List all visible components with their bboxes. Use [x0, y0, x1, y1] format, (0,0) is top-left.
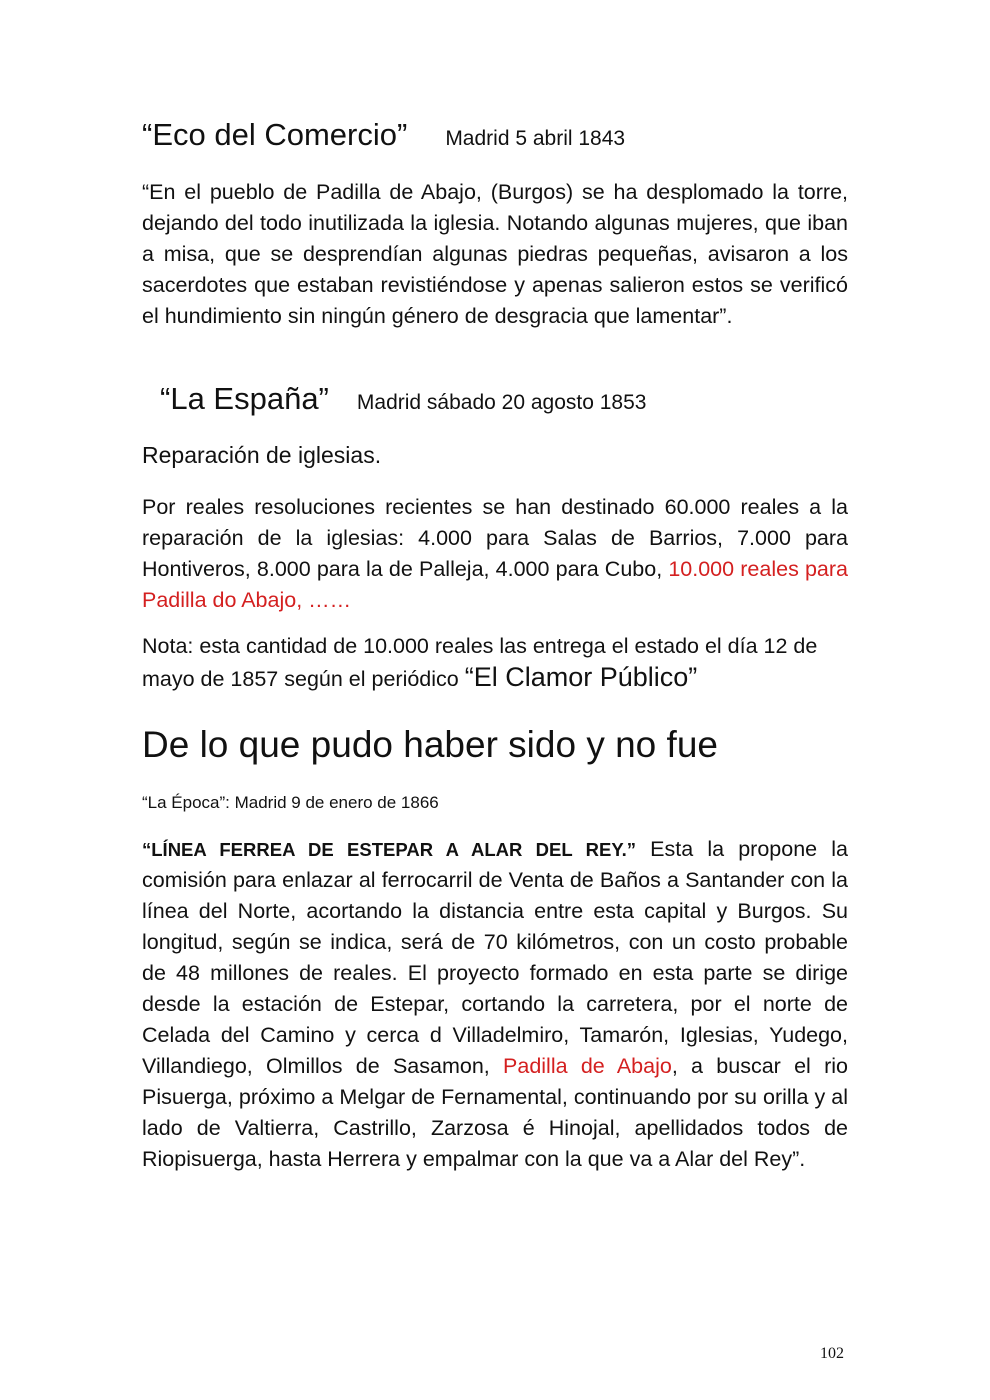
section2-heading [160, 381, 646, 417]
note-paragraph [142, 631, 848, 695]
article-date: Madrid sábado 20 agosto 1853 [356, 391, 647, 414]
section1-heading [142, 117, 625, 153]
section1-paragraph: “En el pueblo de Padilla de Abajo, (Burgos) se ha desplomado la torre, dejando del todo inutilizada la iglesia. Notando algunas mujeres, que iban a misa, que se desprendían algunas piedras pequeñas, avisaron a los sacerdotes que estaban revistiéndose y apenas salieron estos se verificó el hundimiento sin ningún género de desgracia que lamentar”. [142, 180, 848, 328]
article-date: Madrid 5 abril 1843 [445, 127, 626, 150]
paragraph-text: Por reales resoluciones recientes se han destinado 60.000 reales a la reparación de la iglesias: 4.000 para Salas de Barrios, 7.000 para Hontiveros, 8.000 para la de Palleja, 4.000 para Cubo, [142, 495, 848, 581]
page-number: 102 [820, 1345, 844, 1362]
section-title: De lo que pudo haber sido y no fue [142, 724, 718, 765]
note-newspaper: “El Clamor Público” [464, 662, 698, 692]
article-headline: “LÍNEA FERREA DE ESTEPAR A ALAR DEL REY.” [142, 839, 637, 860]
newspaper-name: “La España” [160, 381, 329, 416]
highlighted-text: 10.000 reales para Padilla do Abajo, …… [142, 557, 848, 612]
section2-paragraph [142, 492, 848, 616]
section2-subheading: Reparación de iglesias. [142, 442, 382, 468]
newspaper-name: “Eco del Comercio” [142, 117, 408, 152]
note-text: Nota: esta cantidad de 10.000 reales las entrega el estado el día 12 de mayo de 1857 según el periódico [142, 634, 818, 691]
paragraph-text: , a buscar el rio Pisuerga, próximo a Melgar de Fernamental, continuando por su orilla y al lado de Valtierra, Castrillo, Zarzosa é Hinojal, apellidados todos de Riopisuerga, hasta Herrera y empalmar con la que va a Alar del Rey”. [142, 1054, 848, 1171]
highlighted-text: Padilla de Abajo [503, 1054, 672, 1078]
section3-paragraph [142, 834, 848, 1175]
paragraph-text: Esta la propone la comisión para enlazar al ferrocarril de Venta de Baños a Santander con la línea del Norte, acortando la distancia entre esta capital y Burgos. Su longitud, según se indica, será de 70 kilómetros, con un costo probable de 48 millones de reales. El proyecto formado en esta parte se dirige desde la estación de Estepar, cortando la carretera, por el norte de Celada del Camino y cerca d Villadelmiro, Tamarón, Iglesias, Yudego, Villandiego, Olmillos de Sasamon, [142, 837, 848, 1078]
source-line: “La Época”: Madrid 9 de enero de 1866 [142, 793, 439, 812]
